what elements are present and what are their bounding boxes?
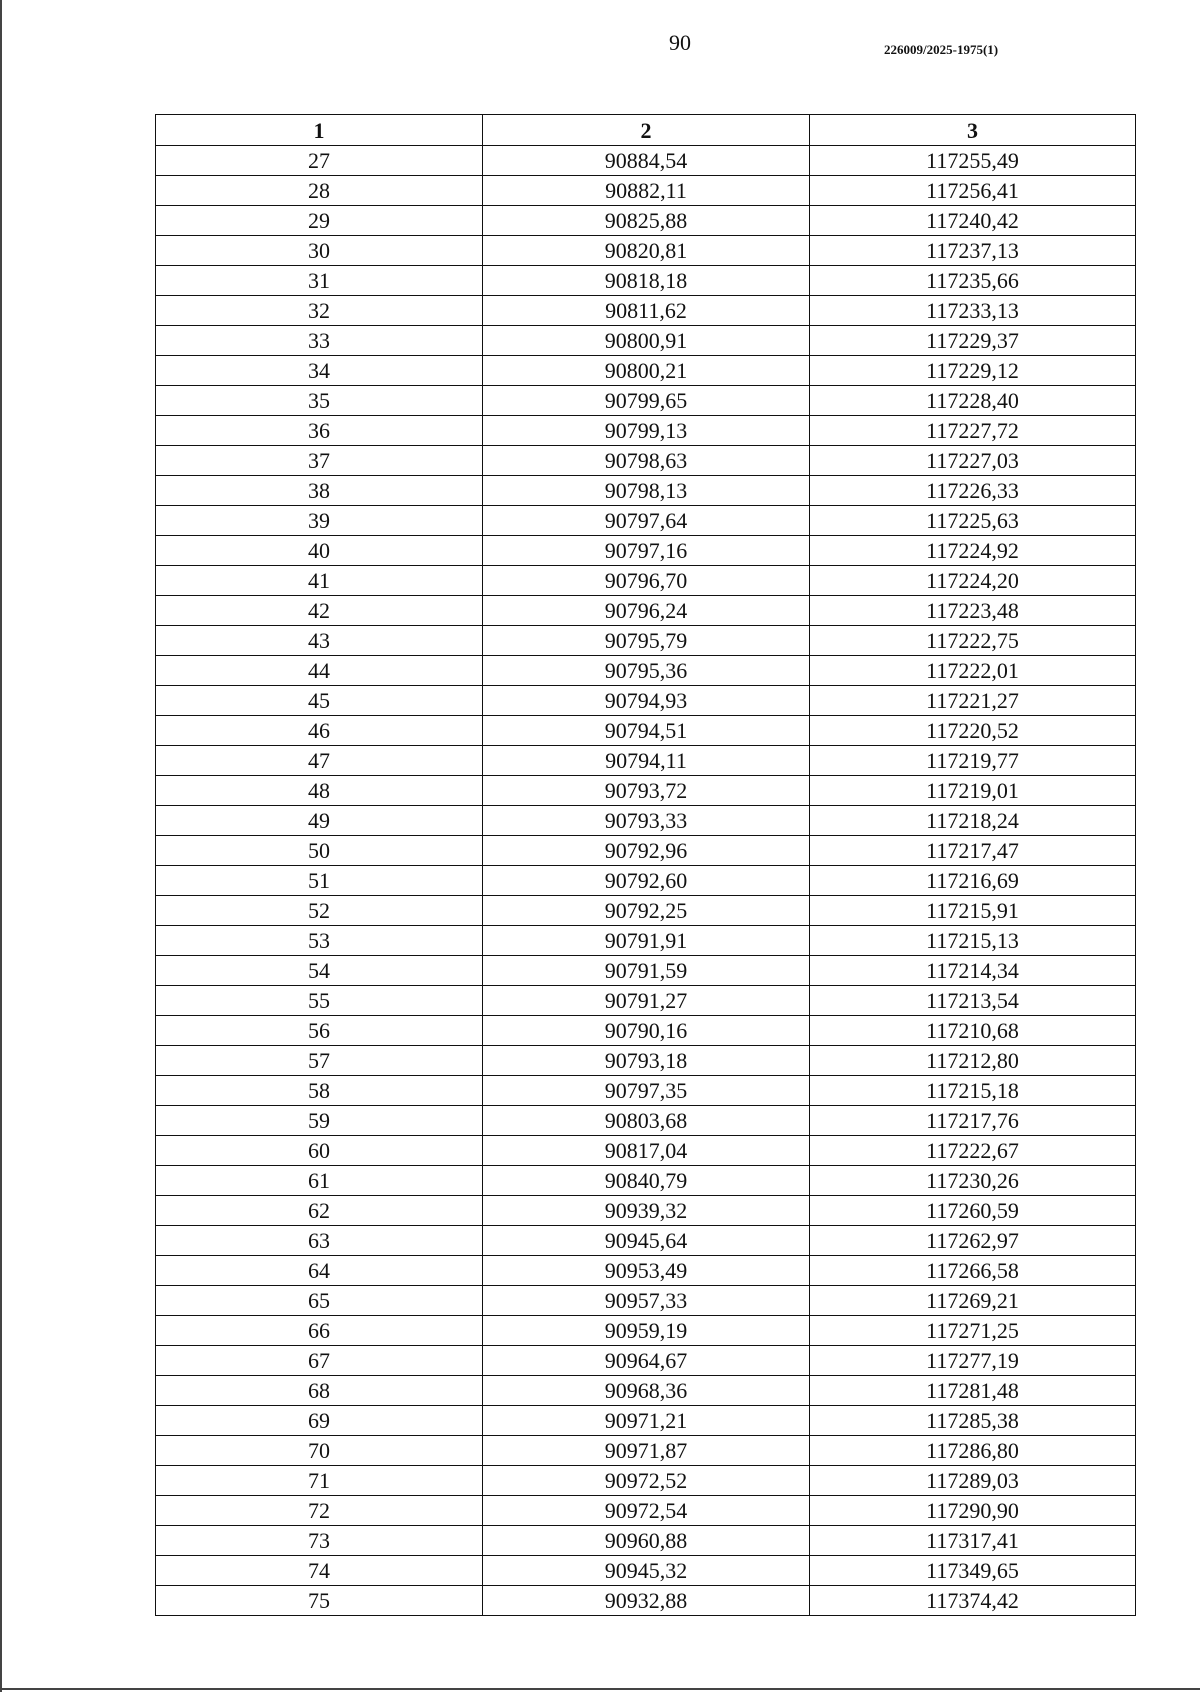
table-row bbox=[156, 1076, 1136, 1106]
table-cell-col1: 42 bbox=[156, 596, 483, 626]
table-cell-col2: 90796,24 bbox=[483, 596, 810, 626]
table-cell-col2: 90800,91 bbox=[483, 326, 810, 356]
table-cell-col2: 90792,96 bbox=[483, 836, 810, 866]
table-cell-col3: 117237,13 bbox=[810, 236, 1136, 266]
table-cell-col1: 27 bbox=[156, 146, 483, 176]
table-cell-col1: 49 bbox=[156, 806, 483, 836]
table-cell-col3: 117229,37 bbox=[810, 326, 1136, 356]
table-cell-col3: 117228,40 bbox=[810, 386, 1136, 416]
table-cell-col1: 72 bbox=[156, 1496, 483, 1526]
table-row bbox=[156, 1046, 1136, 1076]
table-cell-col3: 117289,03 bbox=[810, 1466, 1136, 1496]
table-cell-col2: 90794,11 bbox=[483, 746, 810, 776]
table-cell-col1: 47 bbox=[156, 746, 483, 776]
table-cell-col1: 52 bbox=[156, 896, 483, 926]
table-row bbox=[156, 1226, 1136, 1256]
table-cell-col2: 90884,54 bbox=[483, 146, 810, 176]
table-row bbox=[156, 1316, 1136, 1346]
document-id: 226009/2025-1975(1) bbox=[884, 42, 999, 57]
table-cell-col1: 67 bbox=[156, 1346, 483, 1376]
table-cell-col1: 50 bbox=[156, 836, 483, 866]
table-row bbox=[156, 476, 1136, 506]
table-cell-col3: 117222,01 bbox=[810, 656, 1136, 686]
table-row bbox=[156, 1136, 1136, 1166]
table-cell-col3: 117217,76 bbox=[810, 1106, 1136, 1136]
table-cell-col2: 90799,13 bbox=[483, 416, 810, 446]
table-cell-col1: 64 bbox=[156, 1256, 483, 1286]
table-cell-col1: 63 bbox=[156, 1226, 483, 1256]
table-cell-col3: 117214,34 bbox=[810, 956, 1136, 986]
table-row bbox=[156, 236, 1136, 266]
table-cell-col2: 90840,79 bbox=[483, 1166, 810, 1196]
table-cell-col1: 75 bbox=[156, 1586, 483, 1616]
table-cell-col2: 90800,21 bbox=[483, 356, 810, 386]
table-cell-col2: 90793,33 bbox=[483, 806, 810, 836]
table-cell-col3: 117255,49 bbox=[810, 146, 1136, 176]
table-cell-col1: 30 bbox=[156, 236, 483, 266]
table-cell-col3: 117223,48 bbox=[810, 596, 1136, 626]
table-cell-col3: 117271,25 bbox=[810, 1316, 1136, 1346]
table-row bbox=[156, 1436, 1136, 1466]
table-cell-col1: 57 bbox=[156, 1046, 483, 1076]
table-row bbox=[156, 1256, 1136, 1286]
table-row bbox=[156, 866, 1136, 896]
table-cell-col3: 117227,03 bbox=[810, 446, 1136, 476]
table-cell-col2: 90803,68 bbox=[483, 1106, 810, 1136]
table-row bbox=[156, 896, 1136, 926]
table-cell-col2: 90964,67 bbox=[483, 1346, 810, 1376]
table-cell-col2: 90817,04 bbox=[483, 1136, 810, 1166]
table-cell-col2: 90793,72 bbox=[483, 776, 810, 806]
table-cell-col1: 74 bbox=[156, 1556, 483, 1586]
table-cell-col3: 117225,63 bbox=[810, 506, 1136, 536]
table-row bbox=[156, 446, 1136, 476]
table-row bbox=[156, 266, 1136, 296]
table-cell-col3: 117256,41 bbox=[810, 176, 1136, 206]
table-cell-col3: 117224,92 bbox=[810, 536, 1136, 566]
table-cell-col2: 90798,13 bbox=[483, 476, 810, 506]
table-cell-col3: 117222,67 bbox=[810, 1136, 1136, 1166]
table-row bbox=[156, 176, 1136, 206]
column-header-3: 3 bbox=[810, 115, 1136, 146]
table-row bbox=[156, 386, 1136, 416]
table-cell-col1: 54 bbox=[156, 956, 483, 986]
table-row bbox=[156, 926, 1136, 956]
table-cell-col3: 117260,59 bbox=[810, 1196, 1136, 1226]
table-cell-col2: 90820,81 bbox=[483, 236, 810, 266]
table-row bbox=[156, 836, 1136, 866]
table-cell-col3: 117317,41 bbox=[810, 1526, 1136, 1556]
table-cell-col1: 68 bbox=[156, 1376, 483, 1406]
page-number: 90 bbox=[669, 30, 691, 55]
table-cell-col1: 46 bbox=[156, 716, 483, 746]
table-cell-col1: 71 bbox=[156, 1466, 483, 1496]
table-cell-col2: 90795,79 bbox=[483, 626, 810, 656]
table-cell-col3: 117213,54 bbox=[810, 986, 1136, 1016]
table-cell-col3: 117221,27 bbox=[810, 686, 1136, 716]
table-cell-col1: 51 bbox=[156, 866, 483, 896]
table-row bbox=[156, 326, 1136, 356]
table-row bbox=[156, 806, 1136, 836]
table-cell-col2: 90792,25 bbox=[483, 896, 810, 926]
table-cell-col3: 117240,42 bbox=[810, 206, 1136, 236]
table-row bbox=[156, 1466, 1136, 1496]
table-cell-col3: 117233,13 bbox=[810, 296, 1136, 326]
table-cell-col2: 90971,87 bbox=[483, 1436, 810, 1466]
table-cell-col2: 90798,63 bbox=[483, 446, 810, 476]
table-cell-col3: 117219,01 bbox=[810, 776, 1136, 806]
table-cell-col3: 117266,58 bbox=[810, 1256, 1136, 1286]
table-cell-col1: 45 bbox=[156, 686, 483, 716]
table-cell-col1: 29 bbox=[156, 206, 483, 236]
table-cell-col1: 28 bbox=[156, 176, 483, 206]
table-cell-col1: 35 bbox=[156, 386, 483, 416]
table-cell-col2: 90796,70 bbox=[483, 566, 810, 596]
table-cell-col3: 117277,19 bbox=[810, 1346, 1136, 1376]
table-row bbox=[156, 506, 1136, 536]
table-cell-col1: 37 bbox=[156, 446, 483, 476]
table-row bbox=[156, 986, 1136, 1016]
coordinates-table bbox=[155, 114, 1136, 1616]
table-cell-col2: 90959,19 bbox=[483, 1316, 810, 1346]
table-cell-col3: 117227,72 bbox=[810, 416, 1136, 446]
table-row bbox=[156, 1286, 1136, 1316]
table-cell-col2: 90939,32 bbox=[483, 1196, 810, 1226]
table-cell-col1: 73 bbox=[156, 1526, 483, 1556]
header-row bbox=[156, 115, 1136, 146]
table-cell-col2: 90957,33 bbox=[483, 1286, 810, 1316]
table-row bbox=[156, 746, 1136, 776]
table-cell-col3: 117226,33 bbox=[810, 476, 1136, 506]
table-cell-col1: 31 bbox=[156, 266, 483, 296]
table-cell-col1: 39 bbox=[156, 506, 483, 536]
table-body bbox=[156, 146, 1136, 1616]
table-cell-col3: 117229,12 bbox=[810, 356, 1136, 386]
table-cell-col2: 90797,16 bbox=[483, 536, 810, 566]
table-row bbox=[156, 1526, 1136, 1556]
table-cell-col3: 117210,68 bbox=[810, 1016, 1136, 1046]
table-cell-col3: 117219,77 bbox=[810, 746, 1136, 776]
table-cell-col3: 117285,38 bbox=[810, 1406, 1136, 1436]
table-cell-col2: 90882,11 bbox=[483, 176, 810, 206]
table-header bbox=[156, 115, 1136, 146]
table-cell-col1: 56 bbox=[156, 1016, 483, 1046]
table-cell-col1: 32 bbox=[156, 296, 483, 326]
table-row bbox=[156, 1406, 1136, 1436]
table-row bbox=[156, 776, 1136, 806]
table-cell-col2: 90795,36 bbox=[483, 656, 810, 686]
table-row bbox=[156, 1586, 1136, 1616]
table-row bbox=[156, 656, 1136, 686]
table-row bbox=[156, 626, 1136, 656]
table-cell-col3: 117220,52 bbox=[810, 716, 1136, 746]
table-cell-col2: 90811,62 bbox=[483, 296, 810, 326]
table-cell-col2: 90797,64 bbox=[483, 506, 810, 536]
table-row bbox=[156, 956, 1136, 986]
table-cell-col1: 66 bbox=[156, 1316, 483, 1346]
table-row bbox=[156, 536, 1136, 566]
table-cell-col3: 117262,97 bbox=[810, 1226, 1136, 1256]
table-cell-col2: 90791,59 bbox=[483, 956, 810, 986]
table-cell-col1: 36 bbox=[156, 416, 483, 446]
table-cell-col3: 117218,24 bbox=[810, 806, 1136, 836]
table-cell-col2: 90791,91 bbox=[483, 926, 810, 956]
table-cell-col2: 90945,32 bbox=[483, 1556, 810, 1586]
table-cell-col2: 90797,35 bbox=[483, 1076, 810, 1106]
table-cell-col2: 90971,21 bbox=[483, 1406, 810, 1436]
table-cell-col1: 43 bbox=[156, 626, 483, 656]
table-cell-col1: 34 bbox=[156, 356, 483, 386]
column-header-2: 2 bbox=[483, 115, 810, 146]
table-cell-col2: 90791,27 bbox=[483, 986, 810, 1016]
table-cell-col1: 38 bbox=[156, 476, 483, 506]
table-cell-col1: 48 bbox=[156, 776, 483, 806]
table-row bbox=[156, 1106, 1136, 1136]
table-cell-col1: 41 bbox=[156, 566, 483, 596]
table-cell-col1: 60 bbox=[156, 1136, 483, 1166]
table-cell-col3: 117286,80 bbox=[810, 1436, 1136, 1466]
page-left-edge bbox=[0, 0, 2, 1692]
table-cell-col2: 90799,65 bbox=[483, 386, 810, 416]
table-row bbox=[156, 1346, 1136, 1376]
table-row bbox=[156, 716, 1136, 746]
table-cell-col2: 90972,54 bbox=[483, 1496, 810, 1526]
table-cell-col3: 117216,69 bbox=[810, 866, 1136, 896]
table-row bbox=[156, 566, 1136, 596]
table-cell-col3: 117269,21 bbox=[810, 1286, 1136, 1316]
table-cell-col3: 117235,66 bbox=[810, 266, 1136, 296]
table-cell-col3: 117230,26 bbox=[810, 1166, 1136, 1196]
table-row bbox=[156, 146, 1136, 176]
table-row bbox=[156, 686, 1136, 716]
table-cell-col3: 117290,90 bbox=[810, 1496, 1136, 1526]
table-cell-col3: 117224,20 bbox=[810, 566, 1136, 596]
table-cell-col2: 90972,52 bbox=[483, 1466, 810, 1496]
table-cell-col2: 90818,18 bbox=[483, 266, 810, 296]
table-cell-col2: 90945,64 bbox=[483, 1226, 810, 1256]
table-cell-col1: 70 bbox=[156, 1436, 483, 1466]
table-row bbox=[156, 296, 1136, 326]
table-cell-col1: 55 bbox=[156, 986, 483, 1016]
table-cell-col3: 117212,80 bbox=[810, 1046, 1136, 1076]
table-cell-col2: 90792,60 bbox=[483, 866, 810, 896]
table-cell-col1: 33 bbox=[156, 326, 483, 356]
table-cell-col3: 117281,48 bbox=[810, 1376, 1136, 1406]
table-cell-col1: 53 bbox=[156, 926, 483, 956]
table-cell-col2: 90794,93 bbox=[483, 686, 810, 716]
table-cell-col1: 44 bbox=[156, 656, 483, 686]
table-cell-col3: 117222,75 bbox=[810, 626, 1136, 656]
table-cell-col2: 90790,16 bbox=[483, 1016, 810, 1046]
table-cell-col1: 69 bbox=[156, 1406, 483, 1436]
table-cell-col3: 117215,91 bbox=[810, 896, 1136, 926]
table-row bbox=[156, 596, 1136, 626]
table-cell-col3: 117374,42 bbox=[810, 1586, 1136, 1616]
table-cell-col1: 40 bbox=[156, 536, 483, 566]
table-cell-col3: 117215,18 bbox=[810, 1076, 1136, 1106]
column-header-1: 1 bbox=[156, 115, 483, 146]
table-cell-col2: 90825,88 bbox=[483, 206, 810, 236]
table-cell-col1: 58 bbox=[156, 1076, 483, 1106]
table-row bbox=[156, 206, 1136, 236]
table-row bbox=[156, 1376, 1136, 1406]
table-cell-col1: 62 bbox=[156, 1196, 483, 1226]
table-row bbox=[156, 1556, 1136, 1586]
page-bottom-edge bbox=[0, 1688, 1200, 1690]
table-cell-col1: 65 bbox=[156, 1286, 483, 1316]
table-row bbox=[156, 1196, 1136, 1226]
table-row bbox=[156, 1166, 1136, 1196]
table-cell-col2: 90968,36 bbox=[483, 1376, 810, 1406]
table-cell-col2: 90953,49 bbox=[483, 1256, 810, 1286]
table-cell-col2: 90932,88 bbox=[483, 1586, 810, 1616]
table-row bbox=[156, 1016, 1136, 1046]
table-cell-col2: 90793,18 bbox=[483, 1046, 810, 1076]
table-cell-col2: 90960,88 bbox=[483, 1526, 810, 1556]
table-cell-col2: 90794,51 bbox=[483, 716, 810, 746]
table-row bbox=[156, 416, 1136, 446]
table-row bbox=[156, 1496, 1136, 1526]
table-cell-col3: 117349,65 bbox=[810, 1556, 1136, 1586]
table-cell-col1: 59 bbox=[156, 1106, 483, 1136]
table-cell-col3: 117217,47 bbox=[810, 836, 1136, 866]
table-row bbox=[156, 356, 1136, 386]
table-cell-col1: 61 bbox=[156, 1166, 483, 1196]
table-cell-col3: 117215,13 bbox=[810, 926, 1136, 956]
